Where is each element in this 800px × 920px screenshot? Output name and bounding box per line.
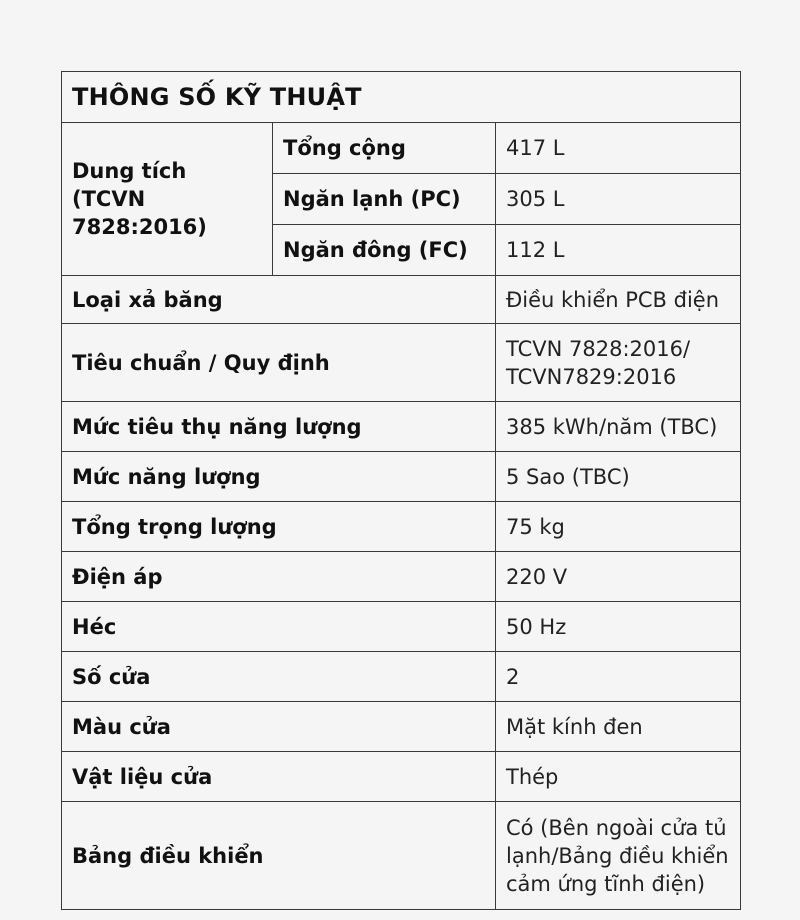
- table-row: [62, 502, 741, 552]
- capacity-value: 112 L: [496, 225, 741, 276]
- row-value: 50 Hz: [496, 602, 741, 652]
- capacity-sub-label: Ngăn lạnh (PC): [273, 174, 496, 225]
- row-value: TCVN 7828:2016/ TCVN7829:2016: [496, 324, 741, 402]
- row-value: 220 V: [496, 552, 741, 602]
- row-value: Mặt kính đen: [496, 702, 741, 752]
- row-value: 5 Sao (TBC): [496, 452, 741, 502]
- capacity-sub-label: Ngăn đông (FC): [273, 225, 496, 276]
- table-row: [62, 452, 741, 502]
- row-label: Mức năng lượng: [62, 452, 496, 502]
- capacity-value: 305 L: [496, 174, 741, 225]
- row-label: Héc: [62, 602, 496, 652]
- table-row: [62, 123, 741, 174]
- table-row: [62, 276, 741, 324]
- table-row: [62, 652, 741, 702]
- row-label: Tổng trọng lượng: [62, 502, 496, 552]
- table-row: [62, 802, 741, 910]
- row-label: Mức tiêu thụ năng lượng: [62, 402, 496, 452]
- row-label: Loại xả băng: [62, 276, 496, 324]
- table-row: [62, 752, 741, 802]
- row-label: Tiêu chuẩn / Quy định: [62, 324, 496, 402]
- row-label: Bảng điều khiển: [62, 802, 496, 910]
- spec-table-container: [61, 71, 740, 910]
- table-title-row: [62, 72, 741, 123]
- row-label: Vật liệu cửa: [62, 752, 496, 802]
- table-row: [62, 402, 741, 452]
- table-row: [62, 552, 741, 602]
- row-value: Điều khiển PCB điện: [496, 276, 741, 324]
- table-row: [62, 602, 741, 652]
- row-label: Màu cửa: [62, 702, 496, 752]
- table-row: [62, 324, 741, 402]
- capacity-value: 417 L: [496, 123, 741, 174]
- capacity-label: Dung tích (TCVN 7828:2016): [62, 123, 273, 276]
- row-value: 75 kg: [496, 502, 741, 552]
- row-label: Số cửa: [62, 652, 496, 702]
- table-row: [62, 702, 741, 752]
- spec-table: [61, 71, 741, 910]
- row-label: Điện áp: [62, 552, 496, 602]
- row-value: 2: [496, 652, 741, 702]
- row-value: Có (Bên ngoài cửa tủ lạnh/Bảng điều khiển cảm ứng tĩnh điện): [496, 802, 741, 910]
- capacity-sub-label: Tổng cộng: [273, 123, 496, 174]
- row-value: 385 kWh/năm (TBC): [496, 402, 741, 452]
- table-title: THÔNG SỐ KỸ THUẬT: [62, 72, 741, 123]
- row-value: Thép: [496, 752, 741, 802]
